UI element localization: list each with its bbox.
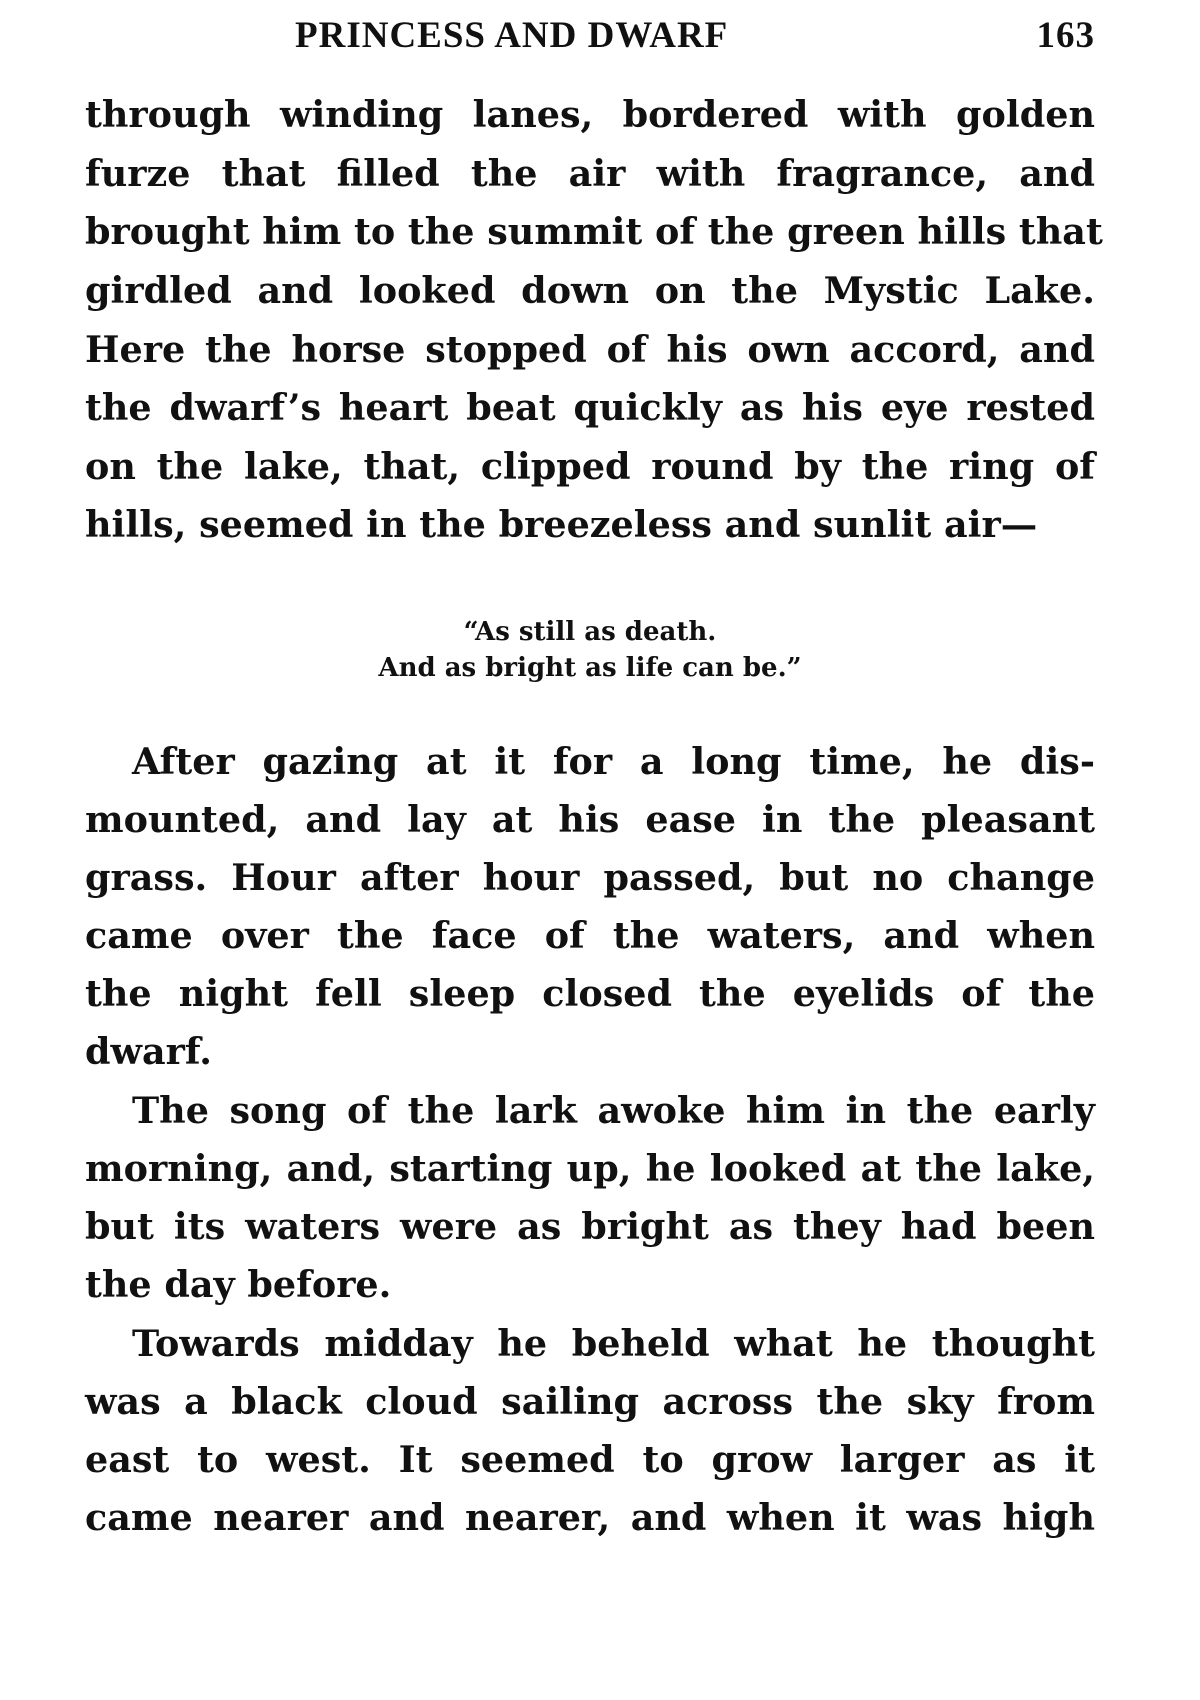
text-line: on the lake, that, clipped round by the ring of bbox=[85, 445, 1095, 488]
text-line: Towards midday he beheld what he thought bbox=[132, 1322, 1095, 1365]
text-line: was a black cloud sailing across the sky from bbox=[85, 1380, 1095, 1423]
text-line: mounted, and lay at his ease in the pleasant bbox=[85, 798, 1095, 841]
verse-line: “As still as death. bbox=[463, 617, 717, 647]
text-line: east to west. It seemed to grow larger as it bbox=[85, 1438, 1095, 1481]
text-line: hills, seemed in the breezeless and sunlit air— bbox=[85, 503, 1038, 546]
text-line: grass. Hour after hour passed, but no change bbox=[85, 856, 1095, 899]
text-line: but its waters were as bright as they had been bbox=[85, 1205, 1095, 1248]
running-head bbox=[85, 14, 1095, 64]
text-line: dwarf. bbox=[85, 1030, 212, 1073]
book-page bbox=[85, 0, 1103, 1700]
text-line: girdled and looked down on the Mystic Lake. bbox=[85, 269, 1095, 312]
text-line: morning, and, starting up, he looked at the lake, bbox=[85, 1147, 1095, 1190]
text-line: brought him to the summit of the green hills that bbox=[85, 210, 1103, 253]
running-title: PRINCESS AND DWARF bbox=[295, 15, 729, 56]
text-line: came nearer and nearer, and when it was high bbox=[85, 1496, 1095, 1539]
verse-line: And as bright as life can be.” bbox=[378, 653, 802, 683]
text-line: through winding lanes, bordered with golden bbox=[85, 93, 1095, 136]
text-line: After gazing at it for a long time, he dis- bbox=[132, 740, 1095, 783]
text-line: The song of the lark awoke him in the early bbox=[132, 1089, 1095, 1132]
text-line: the dwarf’s heart beat quickly as his eye rested bbox=[85, 386, 1095, 429]
page-number: 163 bbox=[1036, 15, 1095, 56]
text-line: Here the horse stopped of his own accord, and bbox=[85, 328, 1095, 371]
text-line: furze that filled the air with fragrance, and bbox=[85, 152, 1095, 195]
text-line: the night fell sleep closed the eyelids of the bbox=[85, 972, 1095, 1015]
text-line: came over the face of the waters, and when bbox=[85, 914, 1095, 957]
text-line: the day before. bbox=[85, 1263, 392, 1306]
